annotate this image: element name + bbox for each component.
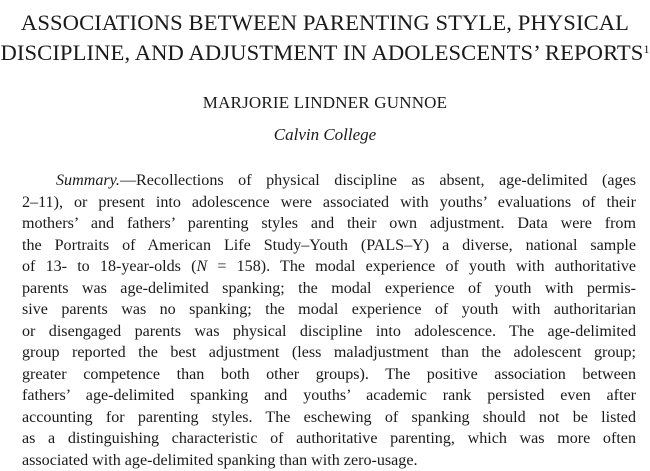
abstract-line-text: of 13- to 18-year-olds (: [22, 258, 196, 275]
abstract-line: parents was age-delimited spanking; the modal experience of youth with permis-: [22, 278, 636, 300]
abstract-line-text: —Recollections of physical discipline as absent, age-delimited (ages: [120, 172, 636, 189]
title-line-1: ASSOCIATIONS BETWEEN PARENTING STYLE, PHYSICAL: [0, 8, 650, 38]
abstract-line: fathers’ age-delimited spanking and youths’ academic rank persisted even after: [22, 385, 636, 407]
abstract-line: sive parents was no spanking; the modal experience of youth with authoritarian: [22, 299, 636, 321]
paper-title: [0, 8, 650, 68]
title-footnote-mark: 1: [643, 42, 649, 56]
abstract-line: [22, 170, 636, 192]
abstract-line: mothers’ and fathers’ parenting styles and their own adjustment. Data were from: [22, 213, 636, 235]
abstract: [22, 170, 636, 471]
title-line-2-text: DISCIPLINE, AND ADJUSTMENT IN ADOLESCENTS’ REPORTS: [0, 40, 643, 65]
abstract-line: accounting for parenting styles. The eschewing of spanking should not be listed: [22, 407, 636, 429]
abstract-line: associated with age-delimited spanking than with zero-usage.: [22, 450, 636, 471]
sample-size-text: = 158). The modal experience of youth with authoritative: [207, 258, 636, 275]
abstract-line: the Portraits of American Life Study–Youth (PALS–Y) a diverse, national sample: [22, 235, 636, 257]
title-line-2: [0, 38, 650, 68]
abstract-line: [22, 256, 636, 278]
abstract-line: or disengaged parents was physical discipline into adolescence. The age-delimited: [22, 321, 636, 343]
author-affiliation: Calvin College: [0, 125, 650, 145]
abstract-line: group reported the best adjustment (less maladjustment than the adolescent group;: [22, 342, 636, 364]
abstract-line: 2–11), or present into adolescence were associated with youths’ evaluations of their: [22, 192, 636, 214]
author-name: MARJORIE LINDNER GUNNOE: [0, 93, 650, 113]
abstract-label: Summary.: [56, 172, 120, 189]
abstract-line: as a distinguishing characteristic of authoritative parenting, which was more often: [22, 428, 636, 450]
abstract-line: greater competence than both other groups). The positive association between: [22, 364, 636, 386]
sample-size-variable: N: [196, 258, 207, 275]
